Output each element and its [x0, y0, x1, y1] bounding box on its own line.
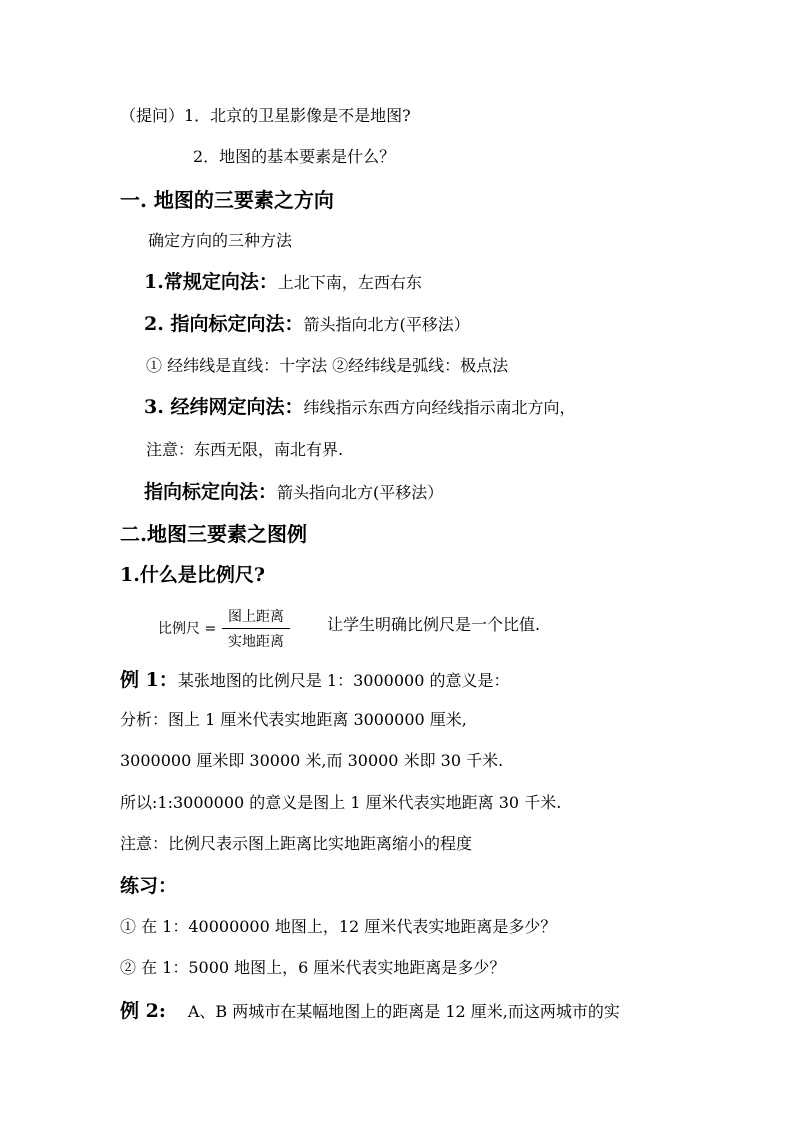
formula-note: 让学生明确比例尺是一个比值.: [327, 615, 541, 634]
method-1: [144, 273, 422, 292]
section-1-note: 注意：东西无限，南北有界.: [146, 440, 344, 459]
section-1-intro: 确定方向的三种方法: [148, 231, 293, 250]
example-1: [120, 671, 509, 690]
example-2-text: A、B 两城市在某幅地图上的距离是 12 厘米,而这两城市的实: [187, 1002, 620, 1021]
example-1-text: 某张地图的比例尺是 1：3000000 的意义是：: [177, 671, 510, 690]
conclusion-text: 所以:1:3000000 的意义是图上 1 厘米代表实地距离 30 千米.: [120, 793, 562, 812]
formula-lhs: 比例尺 =: [158, 621, 217, 637]
method-2-repeat-label: 指向标定向法：: [144, 481, 278, 503]
formula-numerator: 图上距离: [222, 606, 290, 629]
practice-2: ② 在 1：5000 地图上，6 厘米代表实地距离是多少？: [120, 958, 506, 977]
method-3: [144, 398, 575, 417]
calc-text: 3000000 厘米即 30000 米,而 30000 米即 30 千米.: [120, 751, 504, 770]
example-1-label: 例 1：: [120, 669, 178, 691]
practice-label: 练习：: [120, 875, 178, 897]
section-1-title: 一. 地图的三要素之方向: [120, 188, 334, 212]
method-3-text: 纬线指示东西方向经线指示南北方向，: [303, 398, 576, 417]
method-2-text: 箭头指向北方(平移法）: [303, 315, 470, 334]
method-2-sub: ① 经纬线是直线：十字法 ②经纬线是弧线：极点法: [146, 356, 509, 375]
method-1-label: 1.常规定向法：: [144, 271, 278, 293]
method-2-repeat: [144, 483, 443, 502]
method-1-text: 上北下南，左西右东: [277, 273, 422, 292]
method-3-label: 3. 经纬网定向法：: [144, 396, 304, 418]
question-1: （提问）1．北京的卫星影像是不是地图?: [120, 106, 411, 125]
section-2-title: 二.地图三要素之图例: [120, 522, 307, 546]
example-2: [120, 1002, 620, 1021]
formula-fraction: [222, 606, 290, 651]
formula-denominator: 实地距离: [228, 634, 284, 650]
method-2-repeat-text: 箭头指向北方(平移法）: [277, 483, 444, 502]
method-2: [144, 315, 470, 334]
section-2-note: 注意：比例尺表示图上距离比实地距离缩小的程度: [120, 834, 473, 853]
scale-question: 1.什么是比例尺?: [120, 564, 265, 586]
method-2-label: 2. 指向标定向法：: [144, 313, 304, 335]
practice-1: ① 在 1：40000000 地图上，12 厘米代表实地距离是多少？: [120, 917, 557, 936]
analysis-text: 分析：图上 1 厘米代表实地距离 3000000 厘米,: [120, 710, 467, 729]
example-2-label: 例 2:: [120, 1000, 166, 1022]
question-2: 2．地图的基本要素是什么？: [193, 147, 396, 166]
